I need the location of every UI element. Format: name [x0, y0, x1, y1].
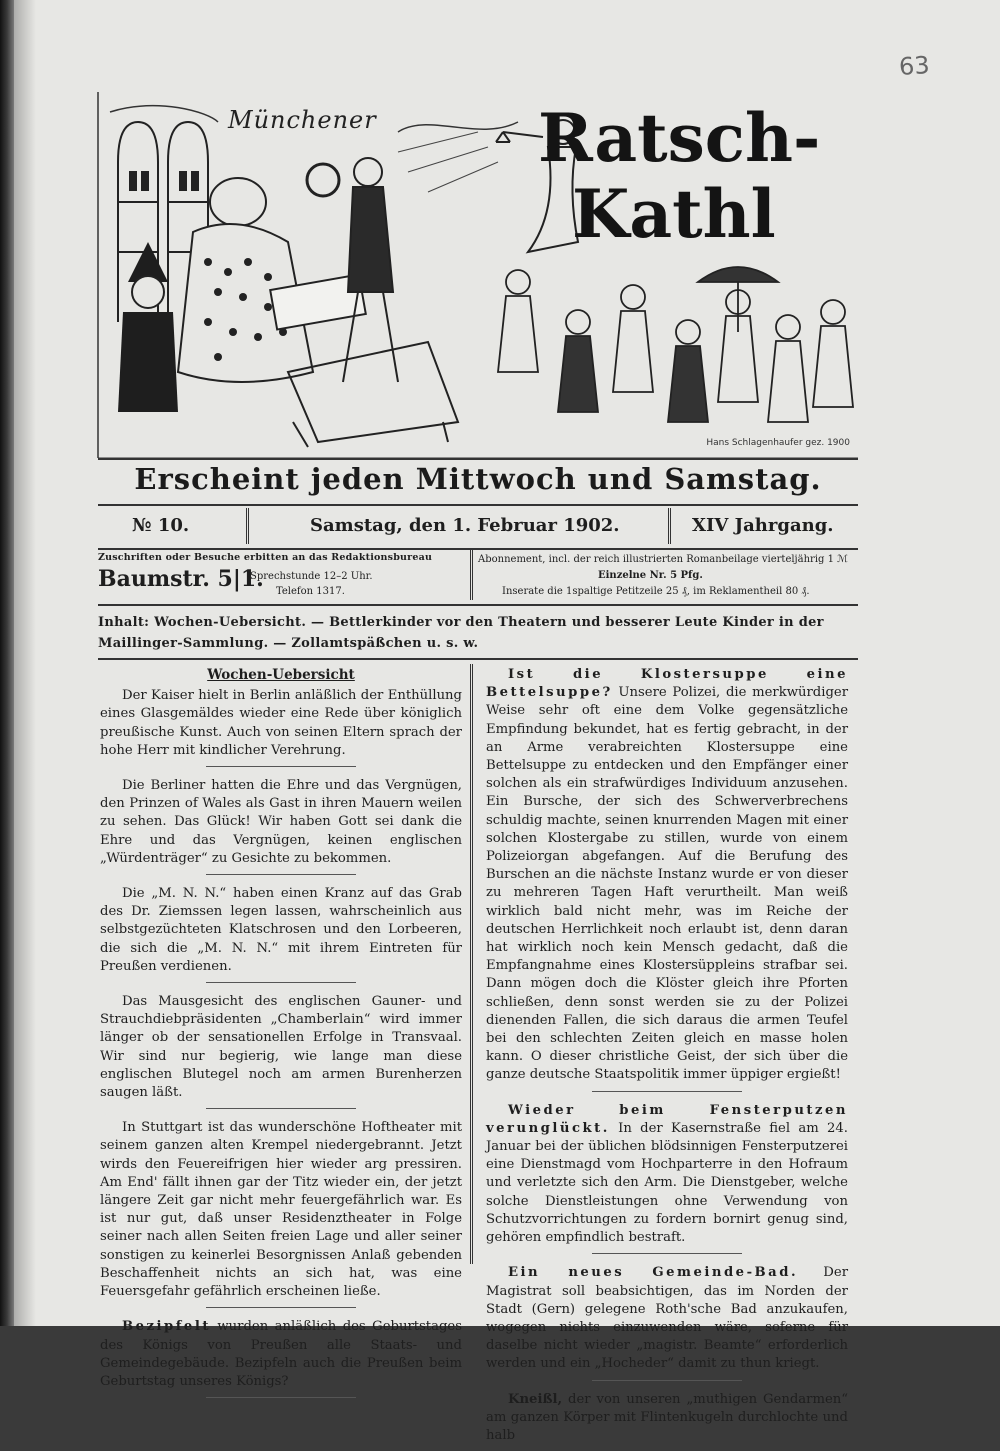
editorial-address: Baumstr. 5|1.	[98, 566, 264, 592]
subscription-price: Abonnement, incl. der reich illustrierten Romanbeilage vierteljährig 1 ℳ	[478, 554, 848, 565]
telephone: Telefon 1317.	[276, 586, 345, 597]
issue-volume: XIV Jahrgang.	[692, 515, 834, 536]
divider	[470, 550, 473, 600]
column-rule	[470, 664, 473, 1264]
masthead	[98, 92, 858, 460]
issue-date-bar	[98, 504, 858, 550]
article-paragraph: Der Kaiser hielt in Berlin anläßlich der Enthüllung eines Glasgemäldes wieder eine Rede über königlich preußische Kunst. Auch von seinen Eltern sprach der hohe Herr mit kindlicher Verehrung.	[100, 688, 462, 758]
publication-schedule: Erscheint jeden Mittwoch und Samstag.	[134, 462, 822, 496]
article-paragraph: Die „M. N. N.“ haben einen Kranz auf das Grab des Dr. Ziemssen legen lassen, wahrscheinlich aus selbstgezüchteten Klatschrosen und den Lorbeeren, die sich die „M. N. N.“ mit ihrem Eintreten für Preußen verdienen.	[100, 886, 462, 974]
article-body: wurden anläßlich des Geburtstages des Königs von Preußen alle Staats- und Gemeindegebäude. Bezipfeln auch die Preußen beim Geburtstag unseres Königs?	[100, 1319, 462, 1389]
divider	[246, 508, 249, 544]
issue-date: Samstag, den 1. Februar 1902.	[310, 515, 620, 536]
gutter-shadow	[14, 0, 36, 1326]
article-body: In der Kasernstraße fiel am 24. Januar bei der üblichen blödsinnigen Fensterputzerei eine Dienstmagd vom Hochparterre in den Hofraum und verletzte sich den Arm. Die Dienstgeber, welche solche Dienstleistungen ohne Verwendung von Schutzvorrichtungen zu fordern bornirt genug sind, gehören empfindlich bestraft.	[486, 1120, 848, 1246]
divider	[592, 1253, 742, 1254]
single-issue-price: Einzelne Nr. 5 Pfg.	[598, 570, 703, 581]
article-paragraph	[486, 666, 848, 1085]
article-body: der von unseren „muthigen Gendarmen“ am ganzen Körper mit Flintenkugeln durchlochte und halb	[486, 1391, 848, 1443]
masthead-prefix: Münchener	[228, 106, 377, 134]
gentleman-figure-icon	[343, 158, 398, 382]
crowd-figures-icon	[498, 267, 853, 422]
old-woman-figure-icon	[178, 164, 366, 382]
masthead-title-line2: Kathl	[572, 175, 776, 253]
masthead-title	[538, 100, 820, 252]
subscription-info	[478, 552, 858, 600]
office-hours-block	[250, 569, 373, 599]
divider	[592, 1091, 742, 1092]
article-paragraph	[486, 1391, 848, 1446]
contact-header: Zuschriften oder Besuche erbitten an das Redaktionsbureau	[98, 552, 433, 563]
article-paragraph	[486, 1102, 848, 1248]
article-paragraph: In Stuttgart ist das wunderschöne Hoftheater mit seinem ganzen alten Krempel niedergebrannt. Jetzt wirds den Feuereifrigen hier wieder arg pressiren. Am End' fällt ihnen gar der Titz wieder ein, der jetzt längere Zeit gar nicht mehr feuergefährlich war. Es ist nur gut, daß unser Residenztheater in Folge seiner nach allen Seiten freien Lage und aller seiner sonstigen zu keinerlei Besorgnissen Anlaß gebenden Beschaffenheit nichts an sich hat, was eine Feuersgefahr gefährlich erscheinen ließe.	[100, 1120, 462, 1300]
editorial-contact	[98, 552, 468, 597]
publisher-info	[98, 550, 858, 606]
divider	[206, 1307, 356, 1308]
article-body: Unsere Polizei, die merkwürdiger Weise sehr oft eine dem Volke gegensätzliche Empfindung bekundet, hat es fertig gebracht, in der an Arme verabreichten Klostersuppe eine Bettelsuppe zu entdecken und den Empfänger einer solchen als ein strafwürdiges Individuum anzusehen. Ein Bursche, der sich des Schwerverbrechens schuldig machte, seinen knurrenden Magen mit einer solchen Klostergabe zu stillen, wurde von einem Polizeiorgan abgefangen. Auf die Berufung des Burschen an die nächste Instanz wurde er von dieser zu mehreren Tagen Haft verurtheilt. Man weiß wirklich bald nicht mehr, was im Reiche der deutschen Herrlichkeit noch erlaubt ist, denn daran hat wirklich noch kein Mensch gedacht, daß die Empfangnahme eines Klostersüppleins strafbar sei. Dann mögen doch die Klöster gleich ihre Pforten schließen, denn sonst werden sie zu der Polizei dienenden Fallen, die sich daraus die armen Teufel bei den schlechten Zeiten gleich en masse holen kann. O dieser christliche Geist, der sich über die ganze deutsche Staatspolitik immer üppiger ergießt!	[486, 685, 848, 1083]
divider	[206, 766, 356, 767]
article-paragraph: Das Mausgesicht des englischen Gauner- und Strauchdiebpräsidenten „Chamberlain“ wird immer länger ob der sensationellen Erfolge in Transvaal. Wir sind nur begierig, wie lange man diese englischen Blutegel noch am armen Burenherzen saugen läßt.	[100, 994, 462, 1101]
article-paragraph: Die Berliner hatten die Ehre und das Vergnügen, den Prinzen of Wales als Gast in ihren Mauern weilen zu sehen. Das Glück! Wir haben Gott sei dank die Ehre und das Vergnügen, keinen englischen „Würdenträger“ zu Gesichte zu bekommen.	[100, 778, 462, 866]
right-column	[486, 666, 848, 1451]
office-hours: Sprechstunde 12–2 Uhr.	[250, 571, 373, 582]
illustrator-signature: Hans Schlagenhaufer gez. 1900	[706, 438, 850, 448]
divider	[206, 1397, 356, 1398]
divider	[206, 982, 356, 983]
issue-number: № 10.	[132, 515, 190, 536]
newspaper-page	[14, 0, 1000, 1443]
article-lead: Ist die Klostersuppe eine Bettelsuppe?	[486, 667, 848, 701]
book-binding	[0, 0, 14, 1326]
article-lead: Bezipfelt	[122, 1319, 211, 1335]
divider	[592, 1380, 742, 1381]
table-of-contents: Inhalt: Wochen-Uebersicht. — Bettlerkinder vor den Theatern und besserer Leute Kinder in der Maillinger-Sammlung. — Zollamtspäßchen u. s. w.	[98, 612, 858, 660]
article-body: Der Magistrat soll beabsichtigen, das im Norden der Stadt (Gern) gelegene Roth'sche Bad anzukaufen, wogegen nichts einzuwenden wäre, soferne für daselbe nicht wieder „magistr. Beamte“ erforderlich werden und ein „Hocheder“ damit zu thun kriegt.	[486, 1265, 848, 1372]
left-column	[100, 666, 462, 1408]
divider	[668, 508, 671, 544]
article-paragraph	[486, 1264, 848, 1373]
folio-number: 63	[898, 50, 931, 82]
masthead-title-line1: Ratsch-	[538, 99, 821, 177]
article-paragraph	[100, 1318, 462, 1391]
section-heading: Wochen-Uebersicht	[207, 667, 355, 683]
divider	[206, 1108, 356, 1109]
divider	[206, 874, 356, 875]
article-lead: Ein neues Gemeinde-Bad.	[508, 1265, 799, 1281]
advert-rates: Inserate die 1spaltige Petitzeile 25 ₰, im Reklamentheil 80 ₰.	[502, 586, 810, 597]
article-lead: Wieder beim Fensterputzen verunglückt.	[486, 1102, 848, 1136]
article-lead: Kneißl,	[508, 1391, 563, 1407]
